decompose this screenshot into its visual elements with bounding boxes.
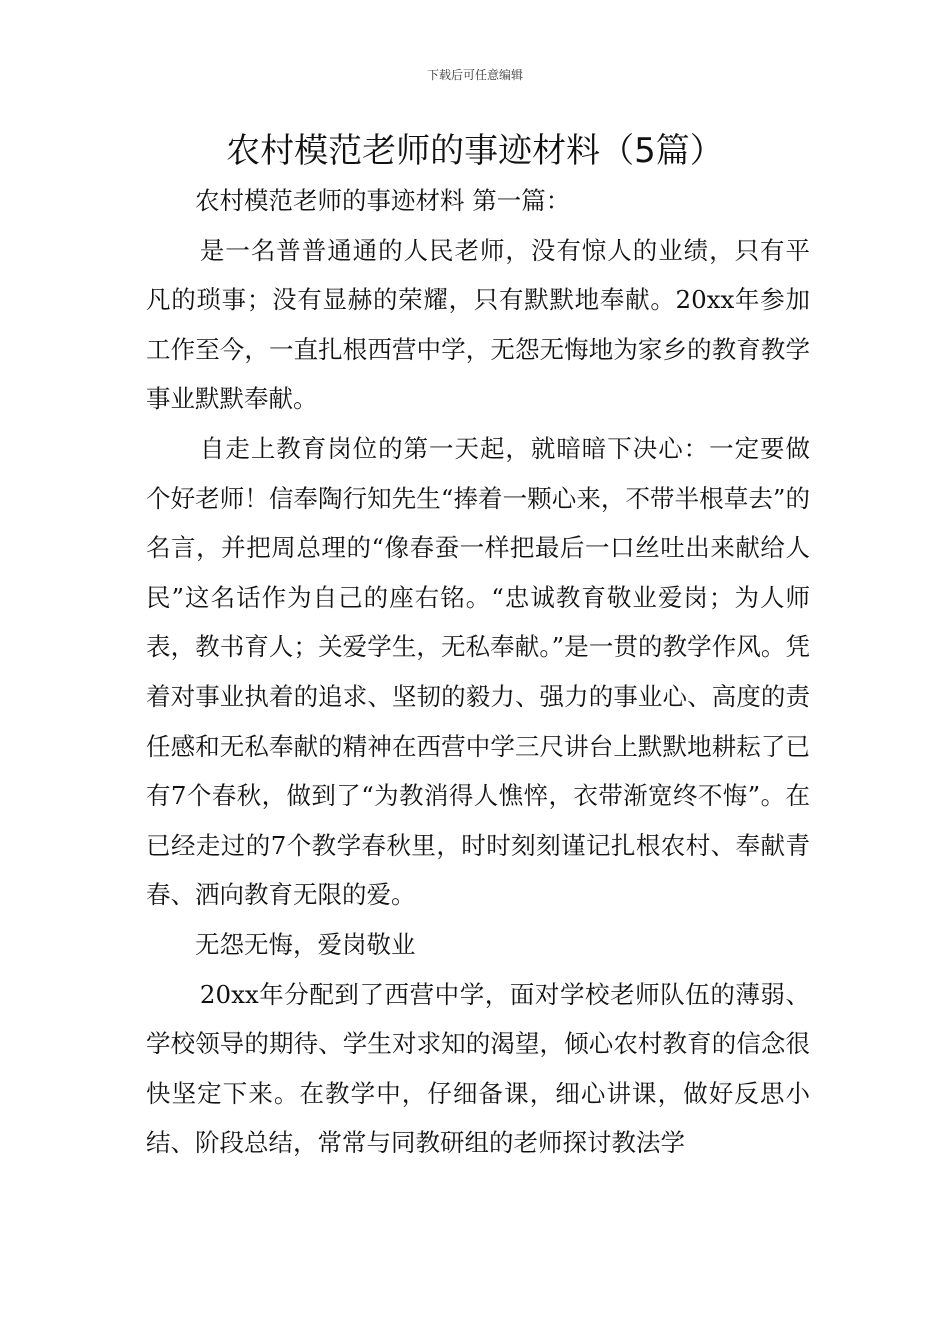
paragraph: 20xx年分配到了西营中学，面对学校老师队伍的薄弱、学校领导的期待、学生对求知的渴望，倾心农村教育的信念很快坚定下来。在教学中，仔细备课，细心讲课，做好反思小结、阶段总结，常常与同教研组的老师探讨教法学 (146, 979, 810, 1158)
section-heading: 农村模范老师的事迹材料 第一篇： (195, 186, 571, 215)
paragraph: 是一名普普通通的人民老师，没有惊人的业绩，只有平凡的琐事；没有显赫的荣耀，只有默默地奉献。20xx年参加工作至今，一直扎根西营中学，无怨无悔地为家乡的教育教学事业默默奉献。 (146, 235, 810, 414)
paragraph: 自走上教育岗位的第一天起，就暗暗下决心：一定要做个好老师！信奉陶行知先生“捧着一颗心来，不带半根草去”的名言，并把周总理的“像春蚕一样把最后一口丝吐出来献给人民”这名话作为自己的座右铭。“忠诚教育敬业爱岗；为人师表，教书育人；关爱学生，无私奉献。”是一贯的教学作风。凭着对事业执着的追求、坚韧的毅力、强力的事业心、高度的责任感和无私奉献的精神在西营中学三尺讲台上默默地耕耘了已有7个春秋，做到了“为教消得人憔悴，衣带渐宽终不悔”。在已经走过的7个教学春秋里，时时刻刻谨记扎根农村、奉献青春、洒向教育无限的爱。 (146, 433, 810, 910)
header-note: 下载后可任意编辑 (426, 68, 523, 82)
document-title: 农村模范老师的事迹材料（5篇） (226, 131, 724, 171)
document-body (146, 176, 810, 1168)
subheading: 无怨无悔，爱岗敬业 (195, 929, 416, 959)
